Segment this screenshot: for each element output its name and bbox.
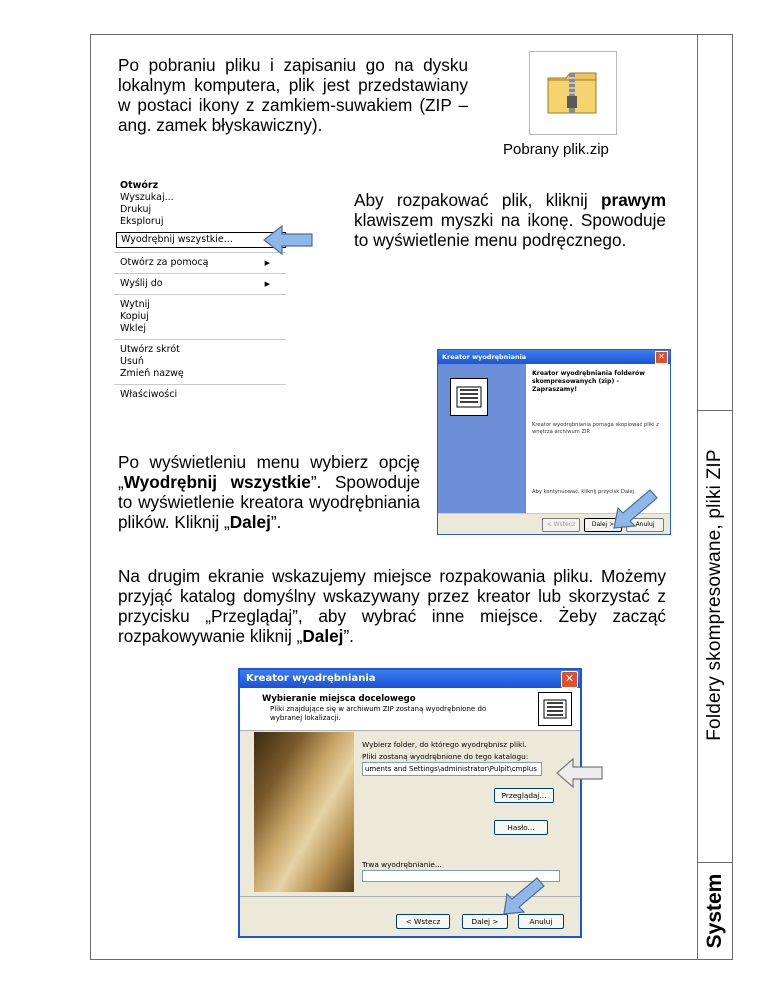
menu-separator	[114, 294, 286, 295]
step3-paragraph: Na drugim ekranie wskazujemy miejsce rozpakowania pliku. Możemy przyjąć katalog domyślny wskazywany przez kreator lub skorzystać z przycisku „Przeglądaj”, aby wybrać inne miejsce. Żeby zacząć rozpakowywanie kliknij „Dalej”.	[118, 566, 666, 646]
step1-paragraph: Aby rozpakować plik, kliknij prawym klawiszem myszki na ikonę. Spowoduje to wyświetlenie menu podręcznego.	[354, 190, 666, 250]
wizard-titlebar: Kreator wyodrębniania ✕	[438, 350, 670, 364]
wizard-zip-icon	[450, 378, 488, 416]
wizard-heading: Kreator wyodrębniania folderów skompresowanych (zip) - Zapraszamy!	[532, 370, 646, 393]
menu-item-send-to[interactable]: Wyślij do ▶	[120, 278, 270, 289]
wizard-heading: Wybieranie miejsca docelowego	[262, 694, 416, 704]
zip-file-caption: Pobrany plik.zip	[503, 141, 609, 158]
menu-separator	[114, 252, 286, 253]
wizard-side-image	[254, 732, 354, 892]
wizard-continue-hint: Aby kontynuować, kliknij przycisk Dalej.	[532, 489, 636, 495]
wizard-description: Kreator wyodrębniania pomaga skopiować pliki z wnętrza archiwum ZIP.	[532, 422, 659, 435]
destination-field[interactable]: uments and Settings\administrator\Pulpit\cmplus	[362, 762, 542, 776]
side-title: Foldery skompresowane, pliki ZIP	[704, 449, 725, 741]
close-icon[interactable]: ✕	[561, 671, 578, 688]
submenu-arrow-icon: ▶	[264, 280, 270, 288]
browse-button[interactable]: Przeglądaj...	[494, 788, 554, 803]
next-button[interactable]: Dalej >	[462, 914, 508, 929]
menu-item-properties[interactable]: Właściwości	[120, 389, 178, 400]
pointer-arrow-icon	[610, 486, 660, 532]
pointer-arrow-icon	[500, 874, 548, 918]
menu-item-rename[interactable]: Zmień nazwę	[120, 368, 184, 379]
menu-item-open-with[interactable]: Otwórz za pomocą ▶	[120, 257, 270, 268]
menu-item-open[interactable]: Otwórz	[120, 180, 159, 191]
back-button[interactable]: < Wstecz	[542, 518, 580, 532]
menu-item-explore[interactable]: Eksploruj	[120, 216, 164, 227]
back-button[interactable]: < Wstecz	[396, 914, 450, 929]
cancel-button[interactable]: Anuluj	[518, 914, 564, 929]
wizard-subheading: Pliki znajdujące się w archiwum ZIP zostaną wyodrębnione do wybranej lokalizacji.	[270, 705, 487, 722]
menu-item-extract-all[interactable]: Wyodrębnij wszystkie...	[116, 232, 286, 248]
next-button[interactable]: Dalej >	[584, 518, 622, 532]
menu-item-print[interactable]: Drukuj	[120, 204, 152, 215]
menu-item-create-shortcut[interactable]: Utwórz skrót	[120, 344, 180, 355]
wizard-zip-icon	[538, 692, 572, 726]
choose-folder-label: Wybierz folder, do którego wyodrębnisz pliki.	[362, 740, 527, 749]
password-button[interactable]: Hasło...	[494, 820, 548, 835]
destination-label: Pliki zostaną wyodrębnione do tego katalogu:	[362, 752, 529, 761]
intro-paragraph: Po pobraniu pliku i zapisaniu go na dysku lokalnym komputera, plik jest przedstawiany w postaci ikony z zamkiem-suwakiem (ZIP – ang. zamek błyskawiczny).	[118, 55, 468, 135]
menu-item-paste[interactable]: Wklej	[120, 323, 147, 334]
pointer-arrow-icon	[555, 756, 605, 790]
context-menu	[114, 180, 286, 401]
cancel-button[interactable]: Anuluj	[626, 518, 664, 532]
menu-item-delete[interactable]: Usuń	[120, 356, 144, 367]
menu-item-copy[interactable]: Kopiuj	[120, 311, 149, 322]
submenu-arrow-icon: ▶	[264, 259, 270, 267]
wizard-side-panel	[438, 364, 526, 516]
wizard-header	[240, 688, 580, 731]
side-section-label: System	[703, 873, 726, 949]
menu-item-search[interactable]: Wyszukaj...	[120, 192, 174, 203]
menu-separator	[114, 273, 286, 274]
menu-separator	[114, 339, 286, 340]
progress-label: Trwa wyodrębnianie...	[362, 860, 442, 869]
zip-file-icon	[529, 51, 617, 135]
wizard-titlebar: Kreator wyodrębniania ✕	[240, 670, 580, 688]
menu-item-cut[interactable]: Wytnij	[120, 299, 150, 310]
menu-separator	[114, 384, 286, 385]
pointer-arrow-icon	[262, 222, 316, 258]
step2-paragraph: Po wyświetleniu menu wybierz opcję „Wyodrębnij wszystkie”. Spowoduje to wyświetlenie kreatora wyodrębniania plików. Kliknij „Dalej”.	[118, 452, 421, 532]
close-icon[interactable]: ✕	[655, 351, 668, 364]
